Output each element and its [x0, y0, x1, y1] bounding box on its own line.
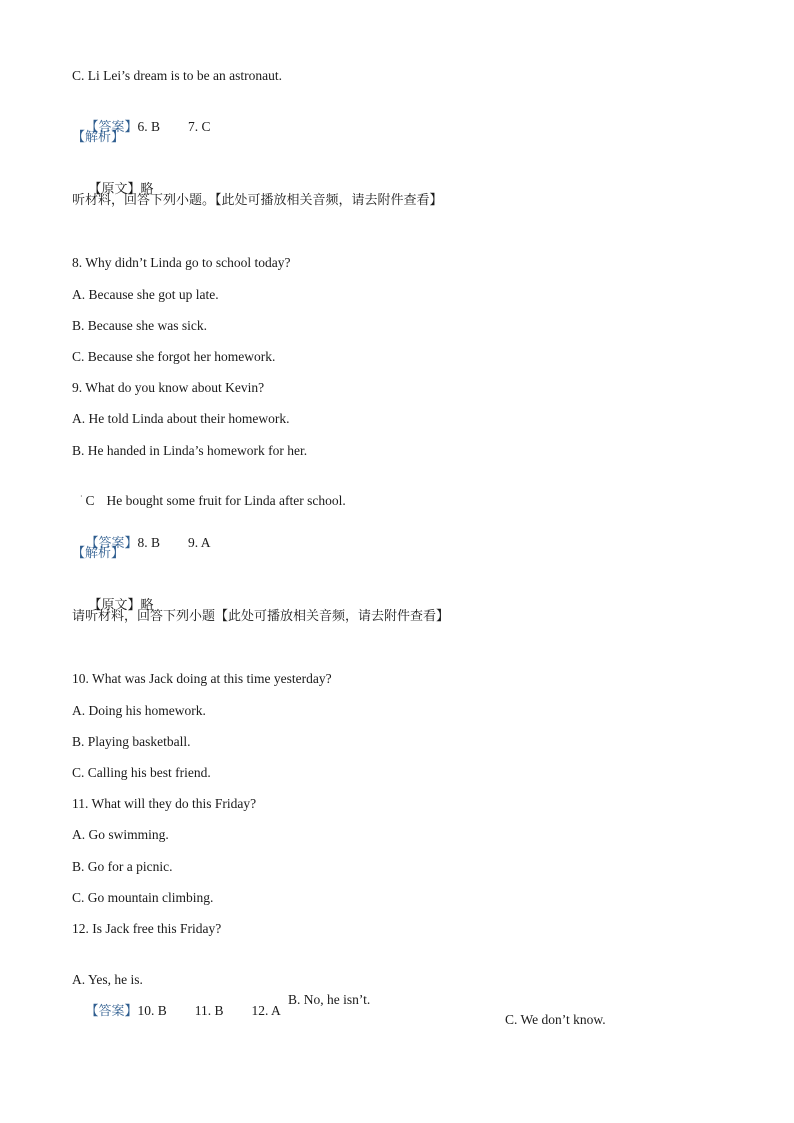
original-tag: 【原文】 [88, 598, 141, 613]
question-12-option-c: C. We don’t know. [505, 1012, 606, 1027]
listening-instruction: 请听材料，回答下列小题【此处可播放相关音频，请去附件查看】 [72, 609, 450, 624]
original-tag: 【原文】 [88, 182, 141, 197]
answer-7: 7. C [188, 119, 211, 134]
answer-12: 12. A [251, 1003, 281, 1018]
answer-6: 6. B [137, 119, 161, 134]
question-12-option-a: A. Yes, he is. [72, 972, 143, 987]
listening-instruction: 听材料，回答下列小题。【此处可播放相关音频，请去附件查看】 [72, 193, 443, 208]
answer-10: 10. B [137, 1003, 167, 1018]
question-11: 11. What will they do this Friday? [72, 796, 257, 811]
question-11-option-c: C. Go mountain climbing. [72, 890, 214, 905]
answer-tag: 【答案】 [85, 536, 138, 551]
answer-tag: 【答案】 [85, 1004, 138, 1019]
question-8-option-a: A. Because she got up late. [72, 287, 219, 302]
question-8: 8. Why didn’t Linda go to school today? [72, 255, 291, 270]
answer-line-6-7 [72, 97, 211, 135]
analysis-tag: 【解析】 [72, 130, 125, 145]
question-8-option-c: C. Because she forgot her homework. [72, 349, 276, 364]
question-9: 9. What do you know about Kevin? [72, 380, 265, 395]
answer-tag: 【答案】 [85, 120, 138, 135]
question-9-option-b: B. He handed in Linda’s homework for her. [72, 443, 308, 458]
question-12: 12. Is Jack free this Friday? [72, 921, 222, 936]
original-text-line [72, 576, 154, 613]
original-text: 略 [140, 182, 154, 197]
question-10-option-a: A. Doing his homework. [72, 703, 206, 718]
question-11-option-b: B. Go for a picnic. [72, 859, 173, 874]
question-12-option-b: B. No, he isn’t. [288, 992, 371, 1007]
option-c-li-lei: C. Li Lei’s dream is to be an astronaut. [72, 68, 282, 83]
question-9-option-c [72, 471, 346, 508]
question-11-option-a: A. Go swimming. [72, 827, 169, 842]
question-10-option-c: C. Calling his best friend. [72, 765, 211, 780]
option-c-label: C [85, 493, 95, 508]
original-text-line [72, 160, 154, 197]
answer-line-8-9 [72, 513, 211, 551]
answer-8: 8. B [137, 535, 161, 550]
question-10-option-b: B. Playing basketball. [72, 734, 191, 749]
question-10: 10. What was Jack doing at this time yesterday? [72, 671, 332, 686]
question-9-option-a: A. He told Linda about their homework. [72, 411, 290, 426]
answer-11: 11. B [194, 1003, 224, 1018]
answer-line-10-12 [72, 981, 281, 1019]
option-c-text: He bought some fruit for Linda after school. [106, 493, 346, 508]
question-8-option-b: B. Because she was sick. [72, 318, 207, 333]
analysis-tag: 【解析】 [72, 546, 125, 561]
answer-9: 9. A [188, 535, 211, 550]
stray-dot: · [80, 492, 83, 501]
original-text: 略 [140, 598, 154, 613]
